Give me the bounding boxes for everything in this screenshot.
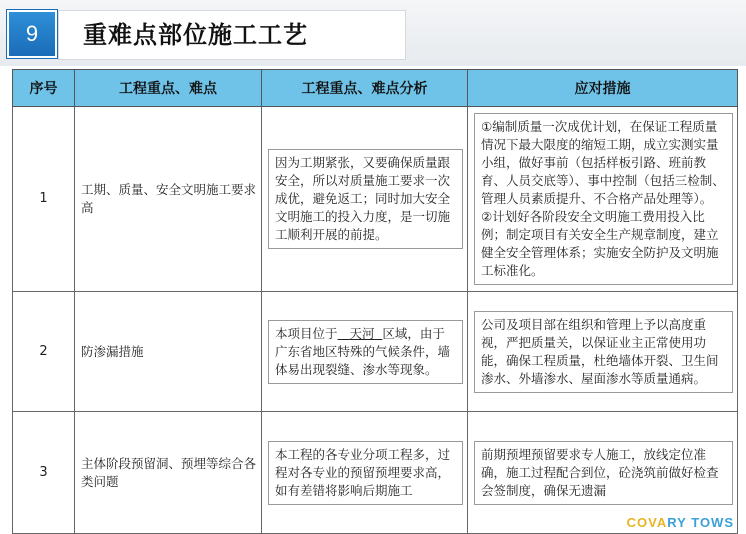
title-box xyxy=(58,10,406,60)
row-number: 2 xyxy=(13,292,75,412)
analysis-text: 因为工期紧张，又要确保质量跟安全，所以对质量施工要求一次成优，避免返工；同时加大安全文明施工的投入力度，是一切施工顺利开展的前提。 xyxy=(268,149,463,249)
section-number-badge: 9 xyxy=(7,10,57,58)
logo-part-a: COVA xyxy=(626,515,668,530)
measure-item: ②计划好各阶段安全文明施工费用投入比例；制定项目有关安全生产规章制度，建立健全安全管理体系；实施安全防护及文明施工标准化。 xyxy=(481,209,719,278)
measures-cell xyxy=(468,107,738,292)
analysis-cell xyxy=(262,292,468,412)
location-value: 天河 xyxy=(349,325,375,341)
analysis-prefix: 本项目位于 xyxy=(275,325,338,341)
logo-part-b: RY TOWS xyxy=(667,515,734,530)
analysis-cell xyxy=(262,412,468,534)
key-points-table xyxy=(12,69,738,534)
key-point-text: 主体阶段预留洞、预埋等综合各类问题 xyxy=(81,455,257,489)
key-point-cell xyxy=(75,292,262,412)
measures-box xyxy=(474,113,733,285)
column-header-measures: 应对措施 xyxy=(468,70,738,107)
measures-cell xyxy=(468,292,738,412)
analysis-cell xyxy=(262,107,468,292)
column-header-no: 序号 xyxy=(13,70,75,107)
key-point-text: 工期、质量、安全文明施工要求高 xyxy=(81,182,257,215)
column-header-point: 工程重点、难点 xyxy=(75,70,262,107)
row-number: 3 xyxy=(13,412,75,534)
key-point-text: 防渗漏措施 xyxy=(81,343,144,359)
table-row xyxy=(13,292,738,412)
key-point-cell xyxy=(75,107,262,292)
page-title: 重难点部位施工工艺 xyxy=(83,21,308,49)
corner-logo xyxy=(627,515,734,529)
analysis-suffix: 区域，由于广东省地区特殊的气候条件，墙体易出现裂缝、渗水等现象。 xyxy=(275,325,451,377)
key-point-cell xyxy=(75,412,262,534)
row-number: 1 xyxy=(13,107,75,292)
location-blank xyxy=(338,326,383,341)
table-header-row xyxy=(13,70,738,107)
measure-item: ①编制质量一次成优计划，在保证工程质量情况下最大限度的缩短工期，成立实测实量小组，做好事前（包括样板引路、班前教育、人员交底等）、事中控制（包括三检制、管理人员素质提升、不合格产品处理等）。 xyxy=(481,119,725,206)
measures-text: 公司及项目部在组织和管理上予以高度重视，严把质量关，以保证业主正常使用功能，确保工程质量，杜绝墙体开裂、卫生间渗水、外墙渗水、屋面渗水等质量通病。 xyxy=(474,311,733,393)
table-row xyxy=(13,107,738,292)
measures-text: 前期预埋预留要求专人施工，放线定位准确，施工过程配合到位，砼浇筑前做好检查会签制度，确保无遗漏 xyxy=(474,441,733,505)
column-header-analysis: 工程重点、难点分析 xyxy=(262,70,468,107)
analysis-text: 本工程的各专业分项工程多，过程对各专业的预留预埋要求高，如有差错将影响后期施工 xyxy=(268,441,463,505)
analysis-text xyxy=(268,320,463,384)
